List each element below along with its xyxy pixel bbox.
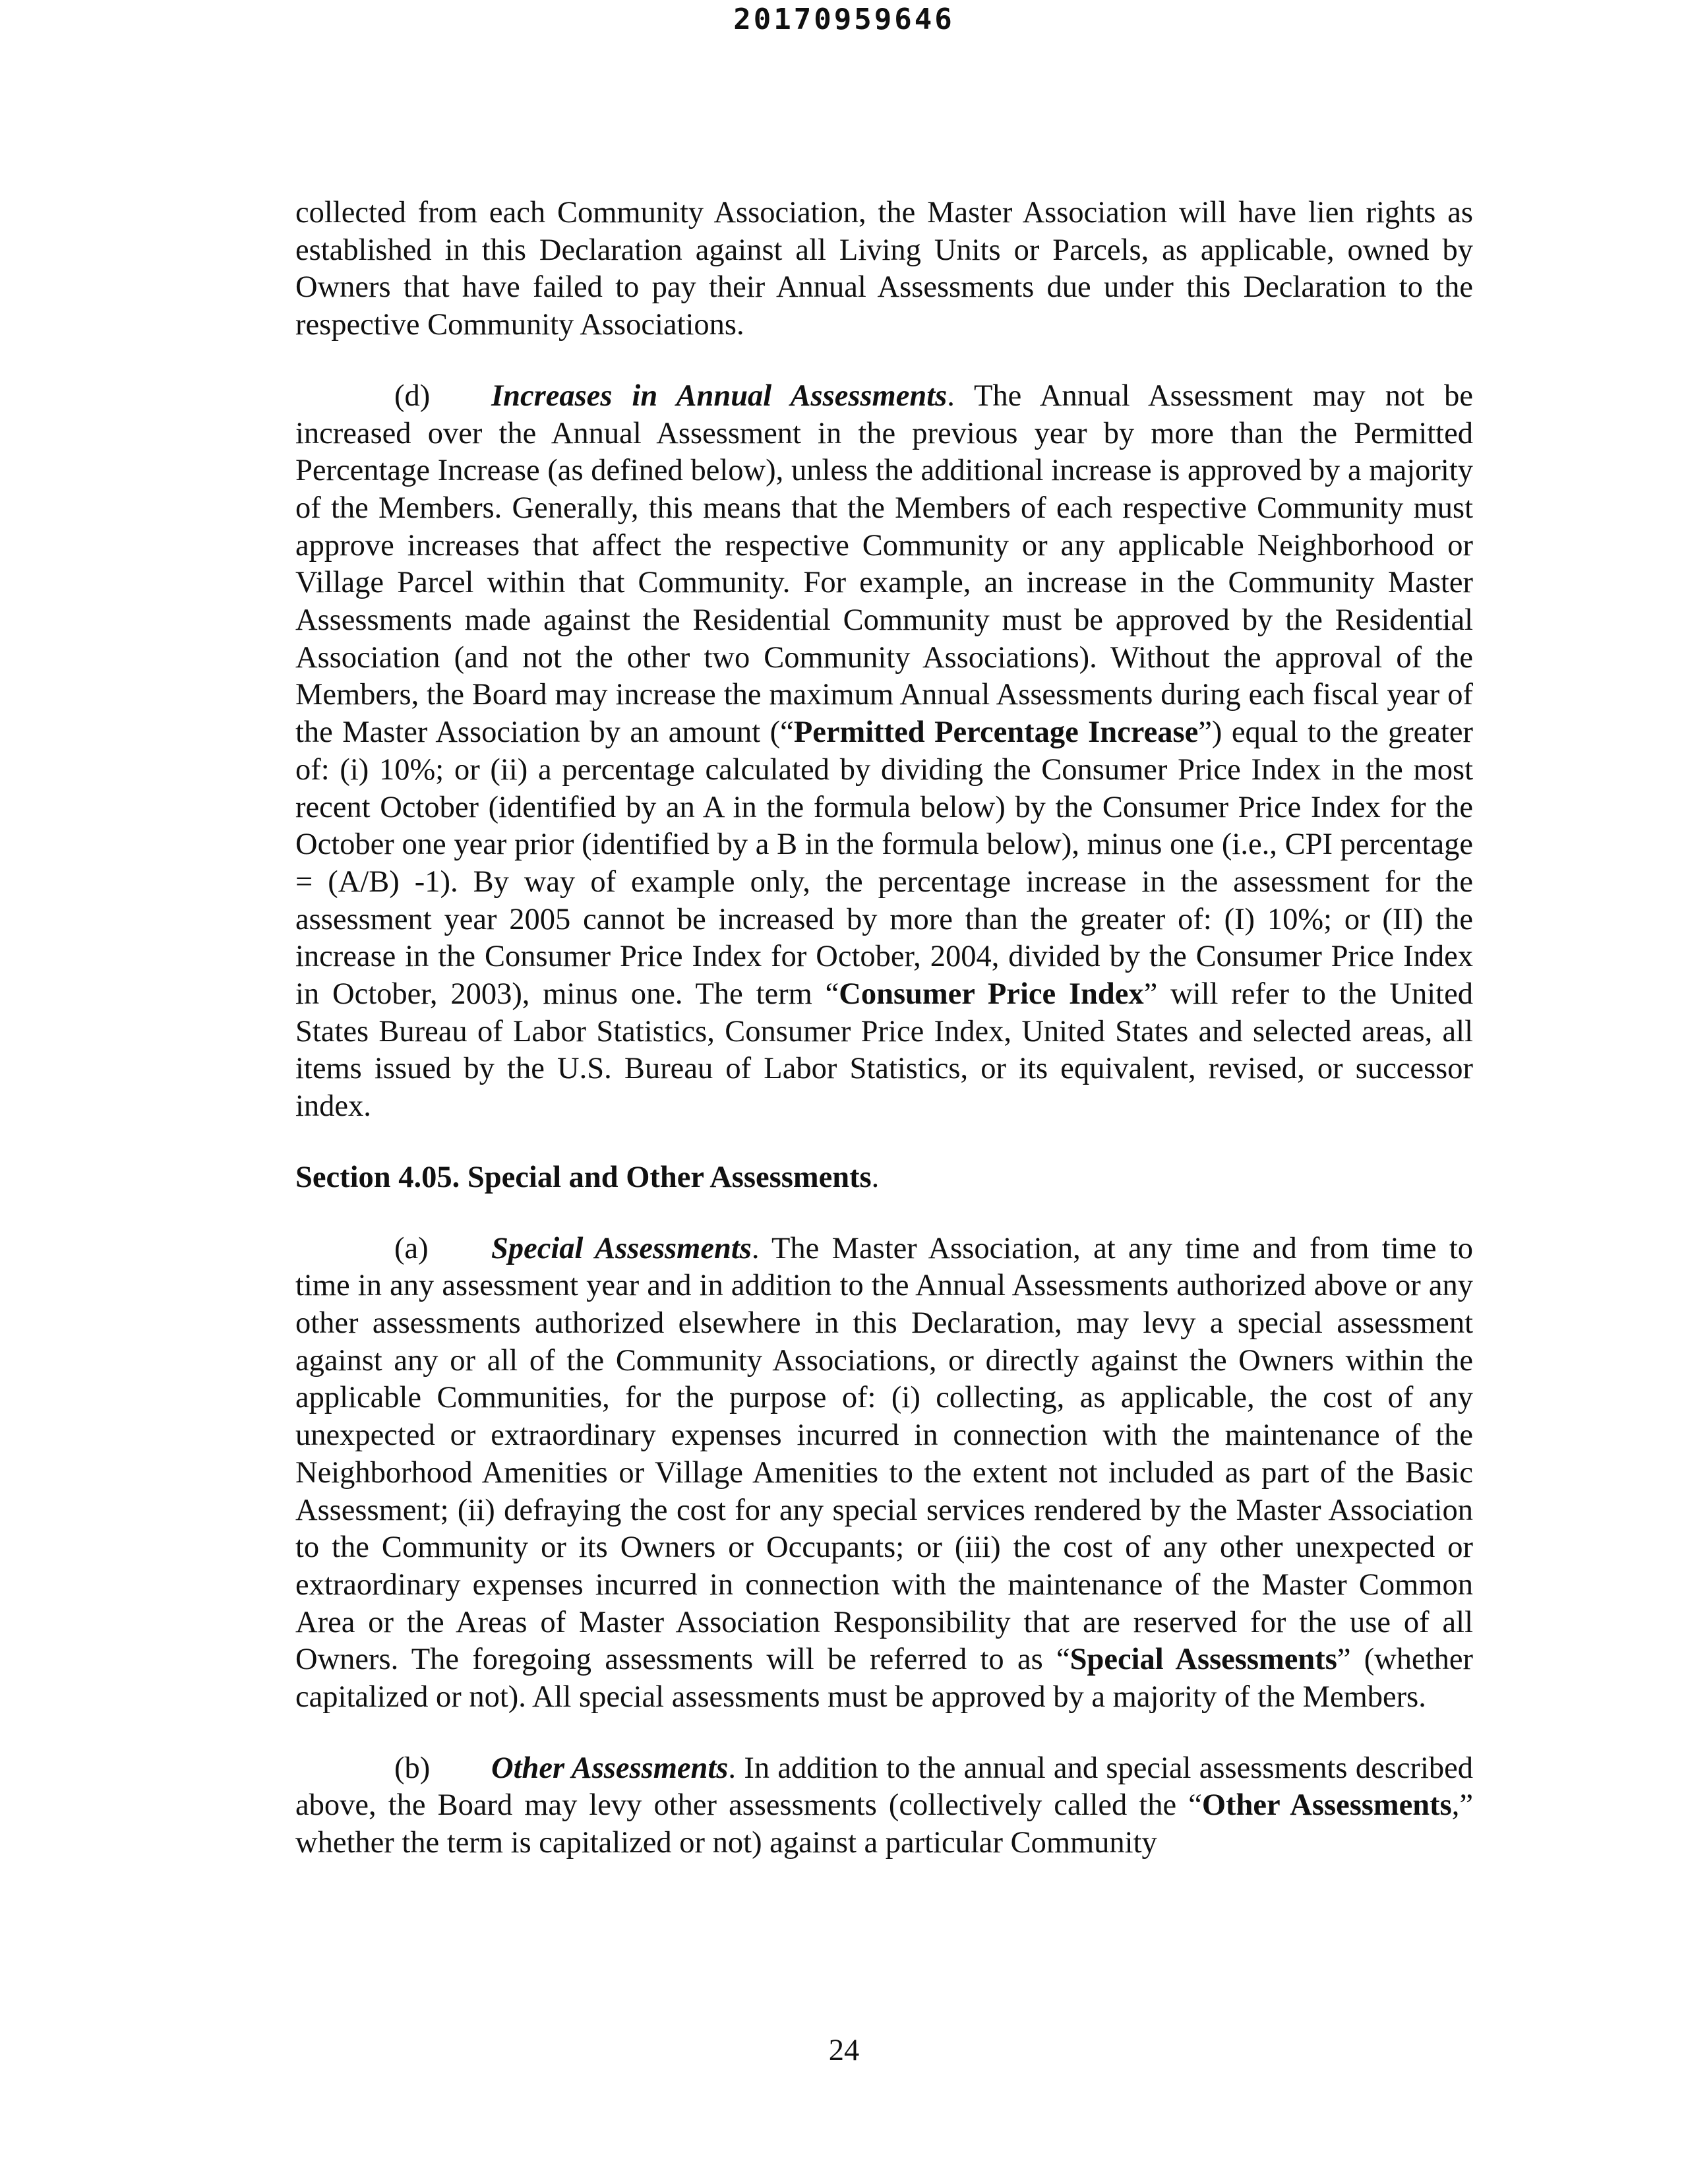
paragraph-title: Special Assessments: [491, 1231, 752, 1265]
section-heading-text: Section 4.05. Special and Other Assessments: [295, 1160, 872, 1194]
paragraph-other-assessments: [295, 1750, 1473, 1862]
page-body: [295, 195, 1473, 1896]
paragraph-title: Increases in Annual Assessments: [491, 379, 948, 413]
section-heading-period: .: [871, 1160, 880, 1194]
paragraph-text: ”) equal to the greater of: (i) 10%; or (ii) a percentage calculated by dividing the Consumer Price Index in the most recent October (identified by an A in the formula below) by the Consumer Price Index for the October one year prior (identified by a B in the formula below), minus one (i.e., CPI percentage = (A/B) -1). By way of example only, the percentage increase in the assessment for the assessment year 2005 cannot be increased by more than the greater of: (I) 10%; or (II) the increase in the Consumer Price Index for October, 2004, divided by the Consumer Price Index in October, 2003), minus one. The term “: [295, 715, 1473, 1012]
page-number: 24: [828, 2034, 860, 2067]
paragraph-text: . In addition to the annual and special assessments described above, the Board may levy other assessments (collectively called the “: [295, 1751, 1473, 1823]
paragraph-label: (d): [394, 379, 431, 413]
paragraph-text: ” (whether capitalized or not). All special assessments must be approved by a majority of the Members.: [295, 1643, 1473, 1714]
document-number: 20170959646: [733, 3, 955, 36]
section-heading: [295, 1159, 1473, 1197]
paragraph-text: . The Master Association, at any time and from time to time in any assessment year and in addition to the Annual Assessments authorized above or any other assessments authorized elsewhere in this Declaration, may levy a special assessment against any or all of the Community Associations, or directly against the Owners within the applicable Communities, for the purpose of: (i) collecting, as applicable, the cost of any unexpected or extraordinary expenses incurred in connection with the maintenance of the Neighborhood Amenities or Village Amenities to the extent not included as part of the Basic Assessment; (ii) defraying the cost for any special services rendered by the Master Association to the Community or its Owners or Occupants; or (iii) the cost of any other unexpected or extraordinary expenses incurred in connection with the maintenance of the Master Common Area or the Areas of Master Association Responsibility that are reserved for the use of all Owners. The foregoing assessments will be referred to as “: [295, 1231, 1473, 1677]
paragraph-text: ,” whether the term is capitalized or not) against a particular Community: [295, 1788, 1473, 1860]
defined-term: Consumer Price Index: [839, 977, 1144, 1012]
defined-term: Other Assessments: [1201, 1788, 1452, 1823]
defined-term: Special Assessments: [1070, 1643, 1337, 1677]
paragraph-special-assessments: [295, 1230, 1473, 1716]
paragraph-text: ” will refer to the United States Bureau of Labor Statistics, Consumer Price Index, United States and selected areas, all items issued by the U.S. Bureau of Labor Statistics, or its equivalent, revised, or successor index.: [295, 977, 1473, 1124]
paragraph-title: Other Assessments: [491, 1751, 729, 1785]
defined-term: Permitted Percentage Increase: [793, 715, 1199, 750]
paragraph-increases-in-annual-assessments: [295, 378, 1473, 1126]
paragraph-label: (b): [394, 1751, 431, 1785]
paragraph-label: (a): [394, 1231, 429, 1265]
paragraph-text: . The Annual Assessment may not be increased over the Annual Assessment in the previous year by more than the Permitted Percentage Increase (as defined below), unless the additional increase is approved by a majority of the Members. Generally, this means that the Members of each respective Community must approve increases that affect the respective Community or any applicable Neighborhood or Village Parcel within that Community. For example, an increase in the Community Master Assessments made against the Residential Community must be approved by the Residential Association (and not the other two Community Associations). Without the approval of the Members, the Board may increase the maximum Annual Assessments during each fiscal year of the Master Association by an amount (“: [295, 379, 1473, 750]
paragraph-continuation: collected from each Community Association, the Master Association will have lien rights as established in this Declaration against all Living Units or Parcels, as applicable, owned by Owners that have failed to pay their Annual Assessments due under this Declaration to the respective Community Associations.: [295, 196, 1473, 342]
